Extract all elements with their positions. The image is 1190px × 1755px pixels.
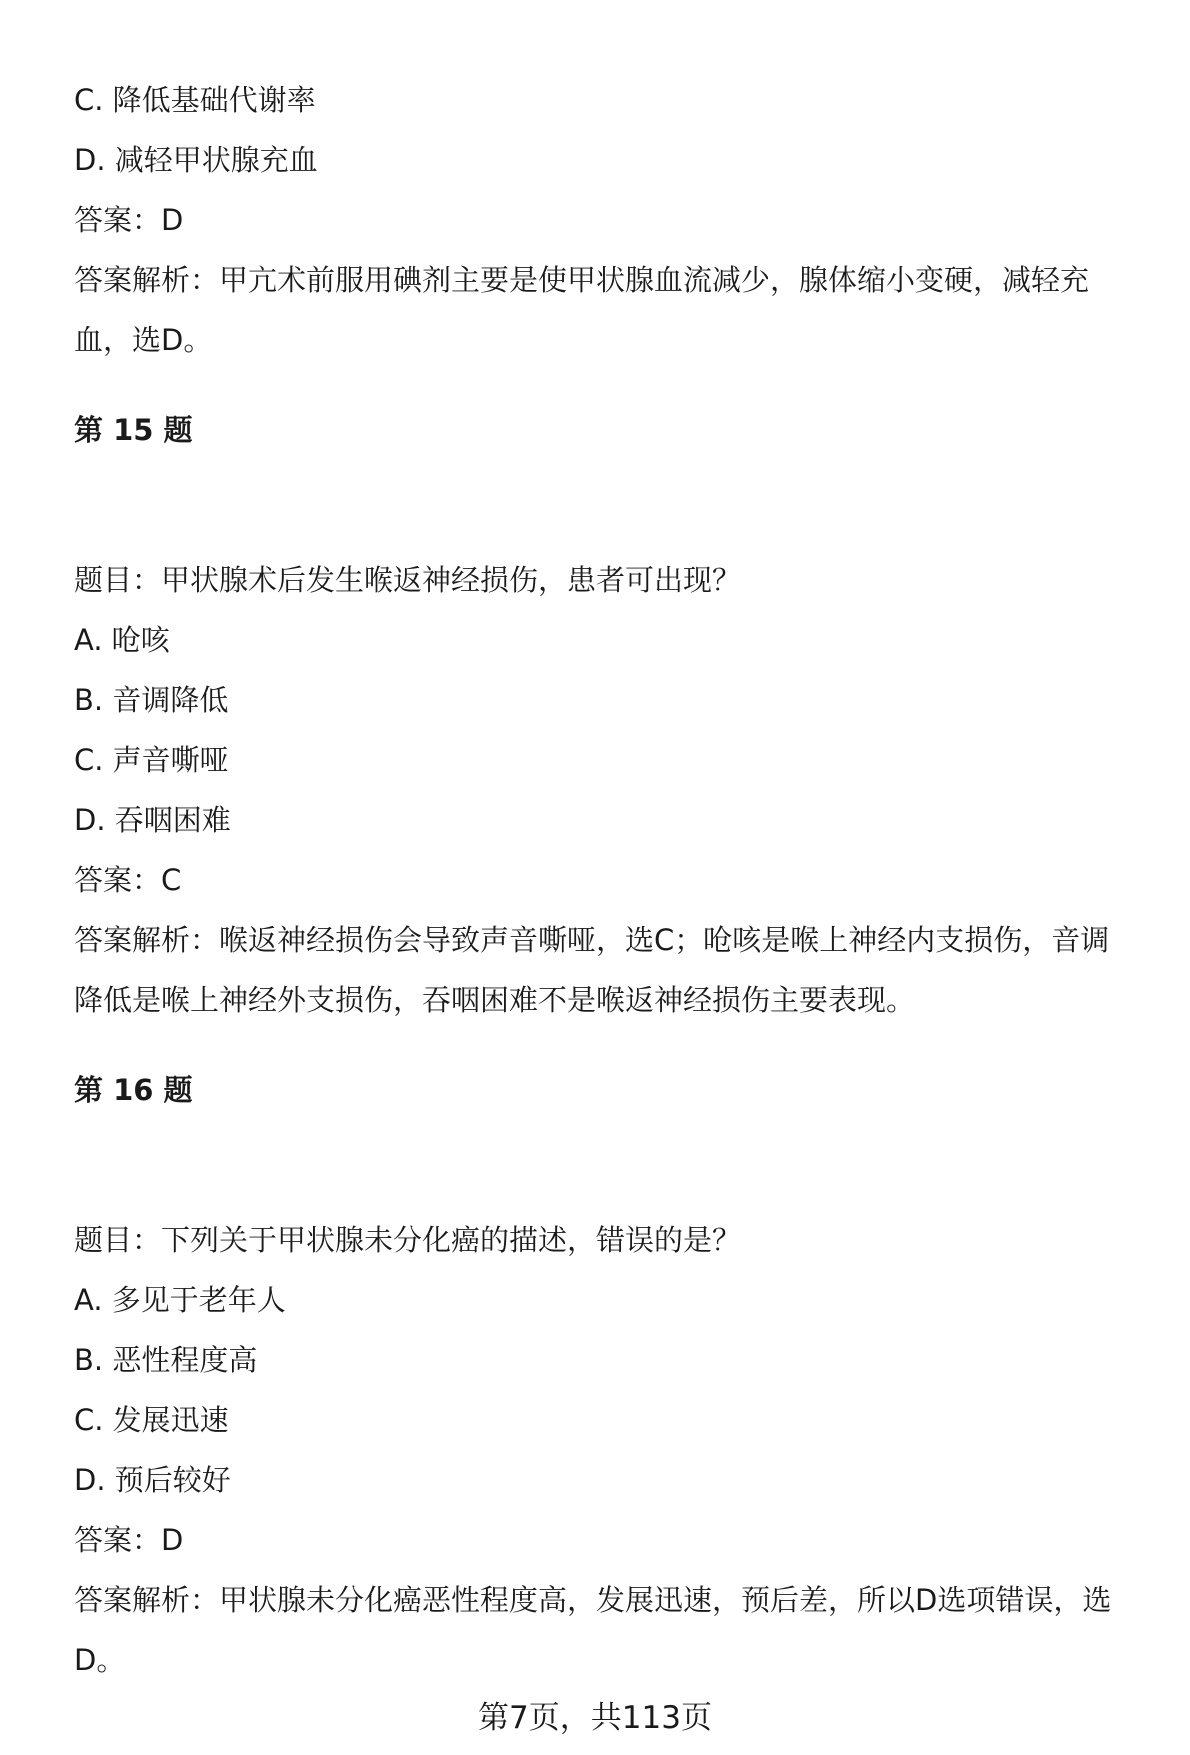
question-16-option-d: D. 预后较好 (74, 1463, 231, 1497)
question-15-option-b: B. 音调降低 (74, 683, 229, 717)
prev-option-c: C. 降低基础代谢率 (74, 83, 316, 117)
question-16-explanation-line-1: 答案解析：甲状腺未分化癌恶性程度高，发展迅速，预后差，所以D选项错误，选 (74, 1583, 1112, 1617)
question-15-text: 题目：甲状腺术后发生喉返神经损伤，患者可出现？ (74, 563, 742, 597)
question-16-option-c: C. 发展迅速 (74, 1403, 229, 1437)
prev-answer: 答案：D (74, 203, 184, 237)
prev-option-d: D. 减轻甲状腺充血 (74, 143, 318, 177)
page-indicator: 第7页，共113页 (478, 1700, 712, 1736)
question-15-explanation-line-2: 降低是喉上神经外支损伤，吞咽困难不是喉返神经损伤主要表现。 (74, 983, 916, 1017)
prev-explanation-line-2: 血，选D。 (74, 323, 213, 357)
question-16-explanation-line-2: D。 (74, 1643, 126, 1677)
question-15-option-d: D. 吞咽困难 (74, 803, 231, 837)
prev-explanation-line-1: 答案解析：甲亢术前服用碘剂主要是使甲状腺血流减少，腺体缩小变硬，减轻充 (74, 263, 1090, 297)
question-16-answer: 答案：D (74, 1523, 184, 1557)
question-16-option-a: A. 多见于老年人 (74, 1283, 286, 1317)
question-15-option-a: A. 呛咳 (74, 623, 170, 657)
question-15-explanation-line-1: 答案解析：喉返神经损伤会导致声音嘶哑，选C；呛咳是喉上神经内支损伤，音调 (74, 923, 1110, 957)
question-15-answer: 答案：C (74, 863, 182, 897)
question-16-text: 题目：下列关于甲状腺未分化癌的描述，错误的是？ (74, 1223, 742, 1257)
question-15-heading: 第 15 题 (74, 413, 193, 447)
question-15-option-c: C. 声音嘶哑 (74, 743, 229, 777)
question-16-heading: 第 16 题 (74, 1073, 193, 1107)
question-16-option-b: B. 恶性程度高 (74, 1343, 258, 1377)
